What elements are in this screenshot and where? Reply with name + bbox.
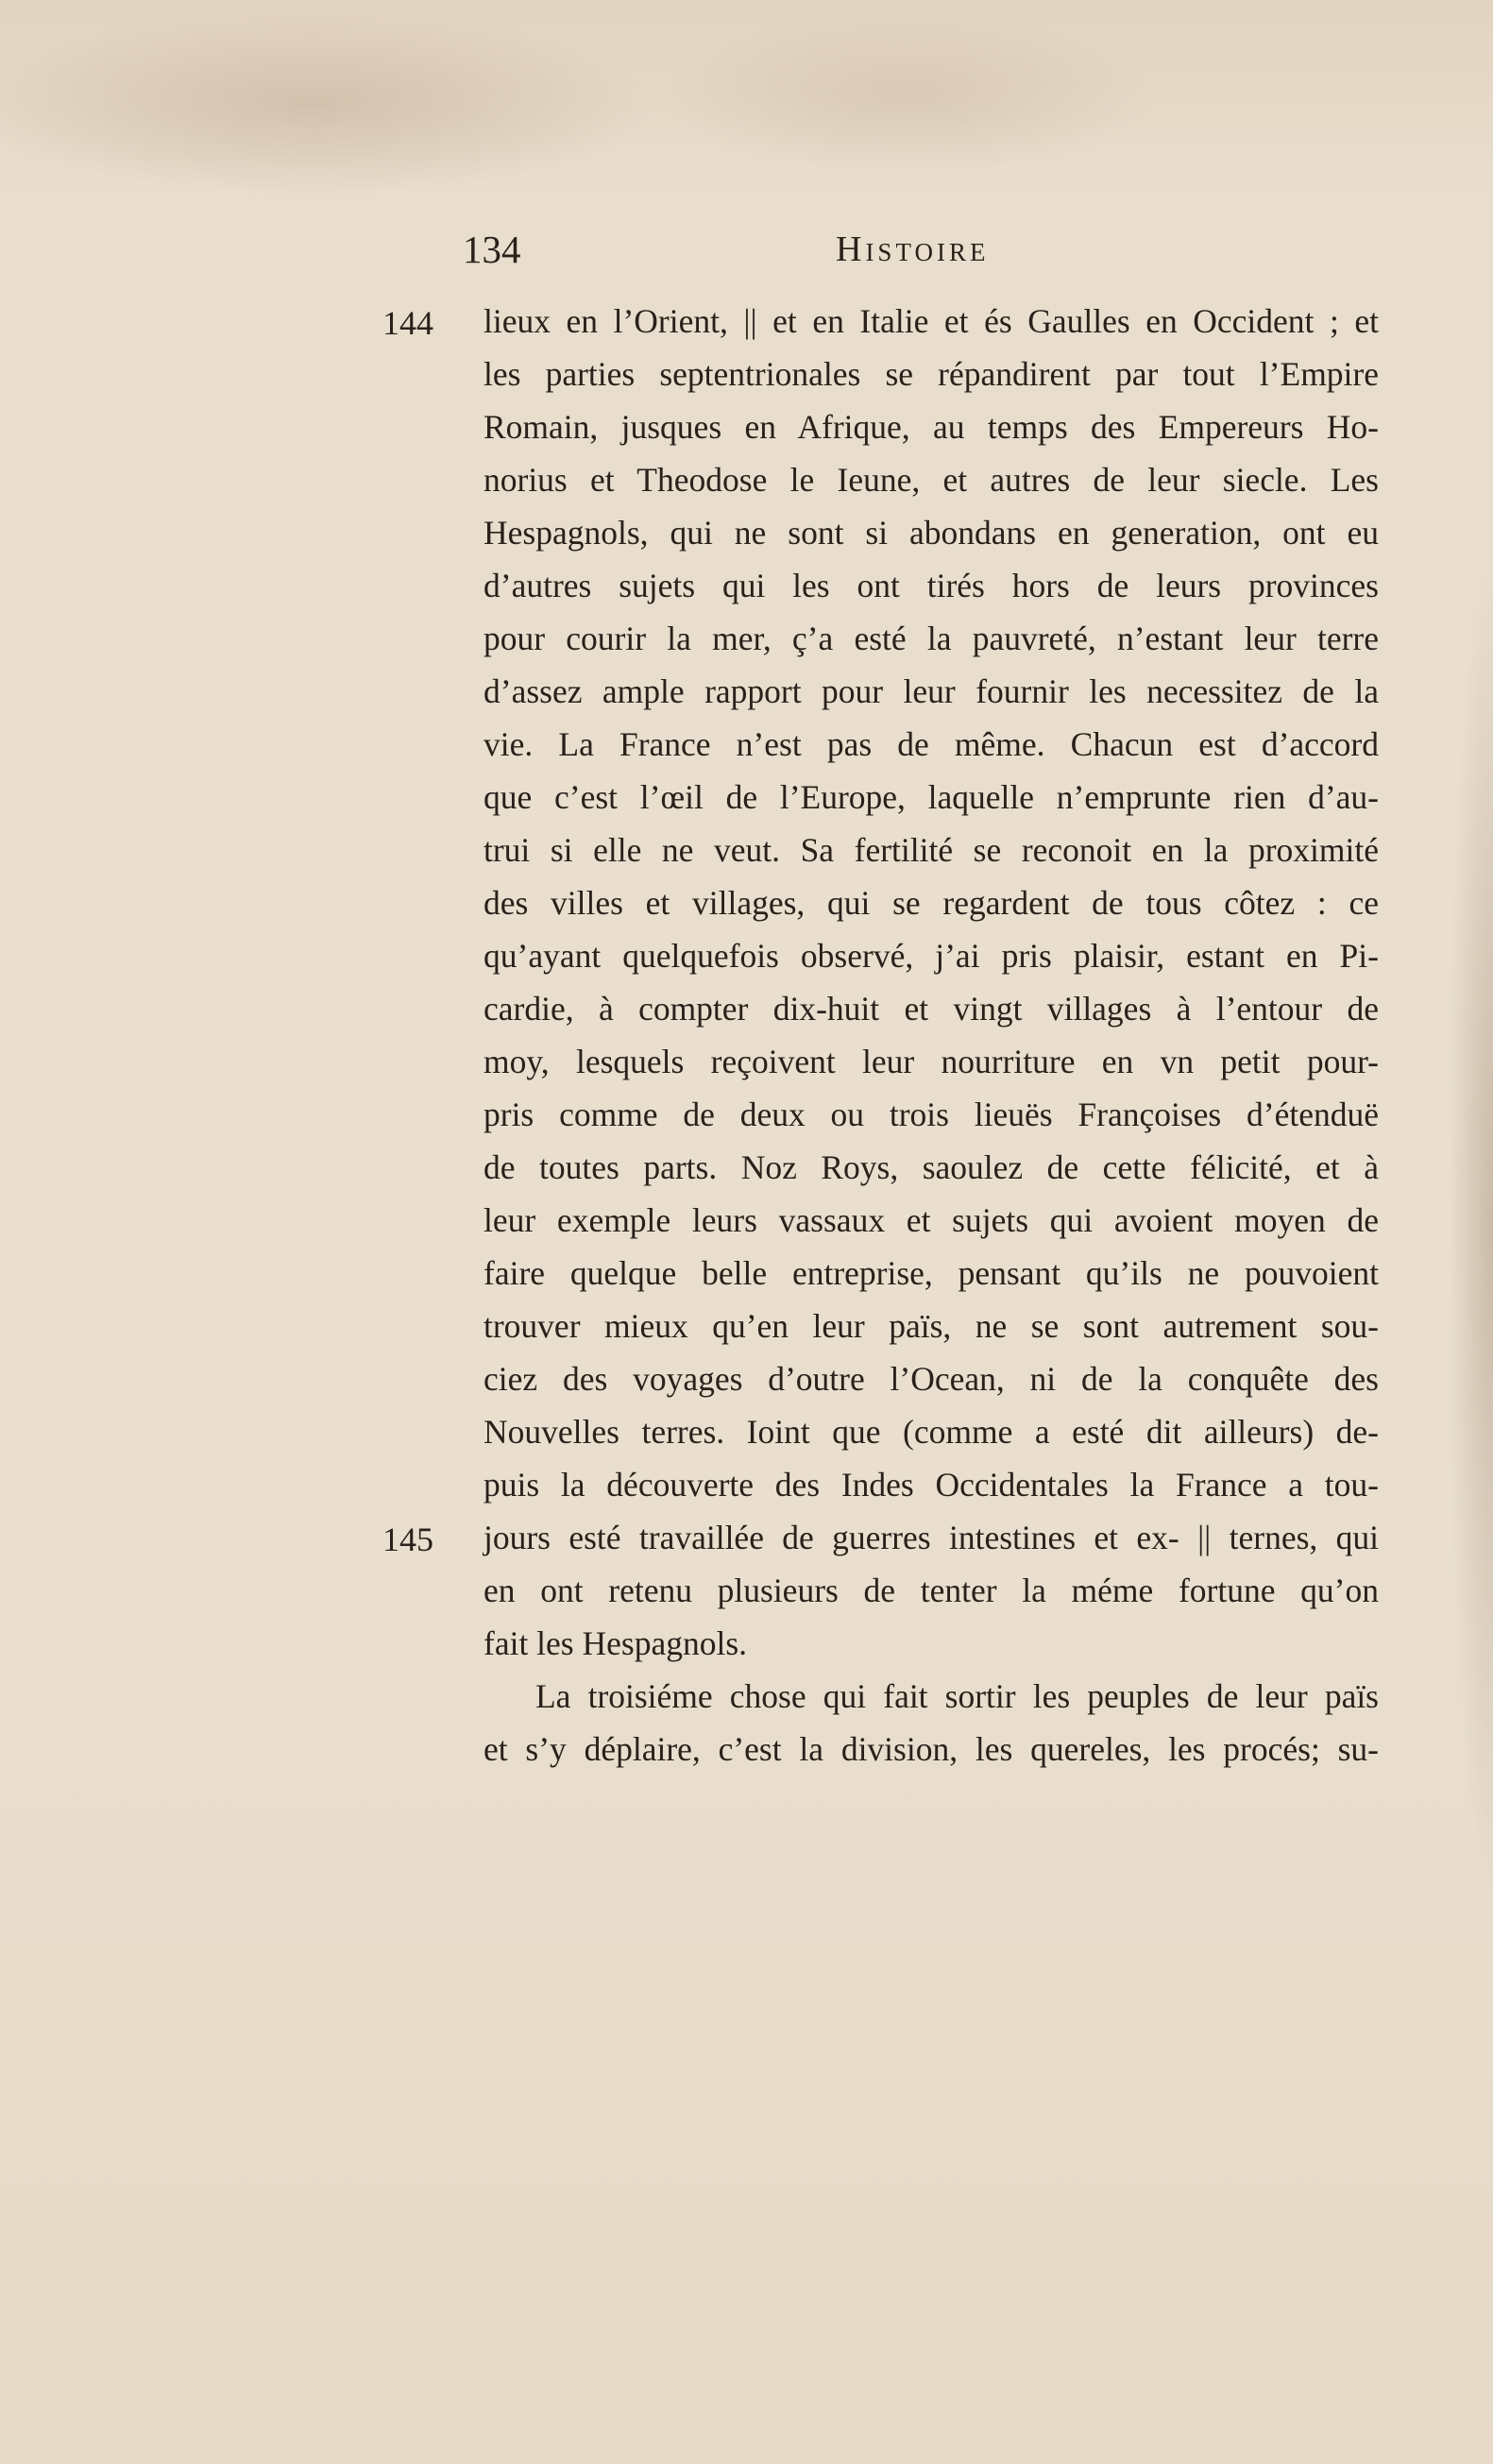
text-line: norius et Theodose le Ieune, et autres de leur siecle. Les — [484, 461, 1379, 499]
text-line: d’assez ample rapport pour leur fournir les necessitez de la — [484, 672, 1379, 710]
text-line: Romain, jusques en Afrique, au temps des Empereurs Ho- — [484, 408, 1379, 446]
text-line: La troisiéme chose qui fait sortir les peuples de leur païs — [535, 1677, 1379, 1715]
text-line: faire quelque belle entreprise, pensant qu’ils ne pouvoient — [484, 1254, 1379, 1292]
text-line: des villes et villages, qui se regardent de tous côtez : ce — [484, 884, 1379, 922]
text-line: qu’ayant quelquefois observé, j’ai pris plaisir, estant en Pi- — [484, 937, 1379, 975]
text-line: Hespagnols, qui ne sont si abondans en generation, ont eu — [484, 514, 1379, 552]
line-text: lieux en l’Orient, || et en Italie et és Gaulles en Occident ; et — [484, 302, 1379, 340]
text-line: ciez des voyages d’outre l’Ocean, ni de la conquête des — [484, 1360, 1379, 1398]
text-line: trui si elle ne veut. Sa fertilité se reconoit en la proximité — [484, 831, 1379, 869]
text-line: d’autres sujets qui les ont tirés hors de leurs provinces — [484, 567, 1379, 604]
text-line: pour courir la mer, ç’a esté la pauvreté, n’estant leur terre — [484, 620, 1379, 657]
text-line: leur exemple leurs vassaux et sujets qui avoient moyen de — [484, 1201, 1379, 1239]
text-line — [382, 295, 1379, 348]
text-line: moy, lesquels reçoivent leur nourriture en vn petit pour- — [484, 1043, 1379, 1080]
text-line — [382, 1511, 1379, 1564]
line-text: jours esté travaillée de guerres intestines et ex- || ternes, qui — [484, 1519, 1379, 1556]
text-line: puis la découverte des Indes Occidentales la France a tou- — [484, 1466, 1379, 1504]
text-line: les parties septentrionales se répandirent par tout l’Empire — [484, 355, 1379, 393]
text-line: cardie, à compter dix-huit et vingt villages à l’entour de — [484, 990, 1379, 1028]
margin-page-number: 144 — [382, 304, 433, 342]
running-head — [463, 227, 1407, 283]
text-line: de toutes parts. Noz Roys, saoulez de cette félicité, et à — [484, 1148, 1379, 1186]
text-line: que c’est l’œil de l’Europe, laquelle n’emprunte rien d’au- — [484, 778, 1379, 816]
body-text — [382, 295, 1379, 1776]
running-title: Histoire — [836, 229, 990, 269]
text-line: et s’y déplaire, c’est la division, les quereles, les procés; su- — [484, 1730, 1379, 1768]
text-line: Nouvelles terres. Ioint que (comme a esté dit ailleurs) de- — [484, 1413, 1379, 1451]
text-line: en ont retenu plusieurs de tenter la méme fortune qu’on — [484, 1572, 1379, 1609]
page-number: 134 — [463, 228, 521, 271]
text-line: trouver mieux qu’en leur païs, ne se sont autrement sou- — [484, 1307, 1379, 1345]
text-line: fait les Hespagnols. — [484, 1624, 748, 1662]
text-line: vie. La France n’est pas de même. Chacun est d’accord — [484, 725, 1379, 763]
margin-page-number: 145 — [382, 1521, 433, 1558]
text-line: pris comme de deux ou trois lieuës Françoises d’étenduë — [484, 1096, 1379, 1133]
